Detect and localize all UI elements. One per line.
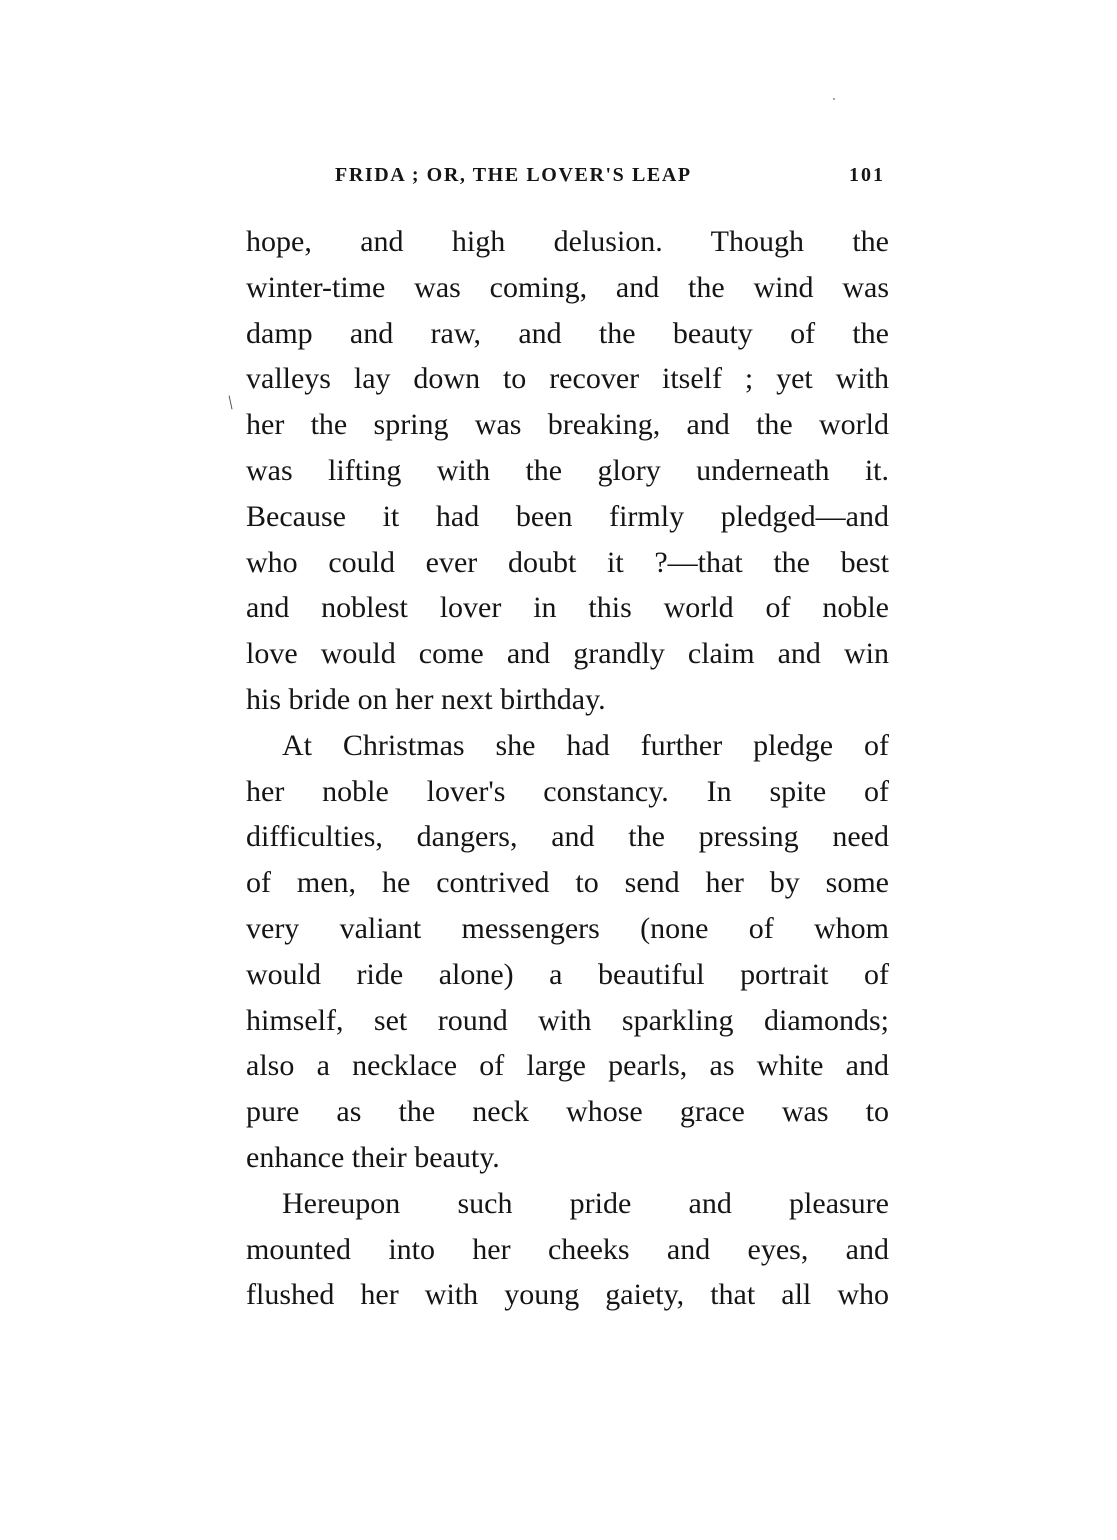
text-line: also a necklace of large pearls, as white and	[246, 1049, 889, 1083]
margin-mark	[229, 395, 237, 410]
text-line: himself, set round with sparkling diamonds;	[246, 1003, 889, 1037]
text-line: flushed her with young gaiety, that all who	[246, 1278, 889, 1312]
paragraph-1	[246, 219, 889, 723]
text-line: was lifting with the glory underneath it.	[246, 453, 889, 487]
text-line: At Christmas she had further pledge of	[282, 728, 889, 762]
text-line: hope, and high delusion. Though the	[246, 225, 889, 258]
text-line: would ride alone) a beautiful portrait of	[246, 957, 889, 991]
text-line: valleys lay down to recover itself ; yet with	[246, 362, 889, 396]
text-line: her the spring was breaking, and the world	[246, 408, 889, 442]
text-line: winter-time was coming, and the wind was	[246, 270, 889, 304]
text-line: Hereupon such pride and pleasure	[282, 1186, 889, 1220]
page-number: 101	[849, 164, 885, 186]
text-line: and noblest lover in this world of noble	[246, 591, 889, 625]
paragraph-3	[246, 1181, 889, 1318]
text-line: of men, he contrived to send her by some	[246, 866, 889, 900]
running-title: FRIDA ; OR, THE LOVER'S LEAP	[335, 164, 692, 186]
text-line: her noble lover's constancy. In spite of	[246, 774, 889, 808]
text-line: love would come and grandly claim and win	[246, 637, 889, 671]
text-line: damp and raw, and the beauty of the	[246, 316, 889, 350]
text-line: pure as the neck whose grace was to	[246, 1095, 889, 1129]
text-line: mounted into her cheeks and eyes, and	[246, 1232, 889, 1266]
text-line: difficulties, dangers, and the pressing need	[246, 820, 889, 854]
paragraph-2	[246, 723, 889, 1181]
text-line: very valiant messengers (none of whom	[246, 911, 889, 945]
text-line: Because it had been firmly pledged—and	[246, 499, 889, 533]
text-line: his bride on her next birthday.	[246, 682, 606, 716]
text-line: enhance their beauty.	[246, 1140, 500, 1174]
body-text	[246, 219, 889, 1318]
text-line: who could ever doubt it ?—that the best	[246, 545, 889, 579]
page-header	[335, 160, 885, 200]
ink-speck	[833, 98, 835, 100]
